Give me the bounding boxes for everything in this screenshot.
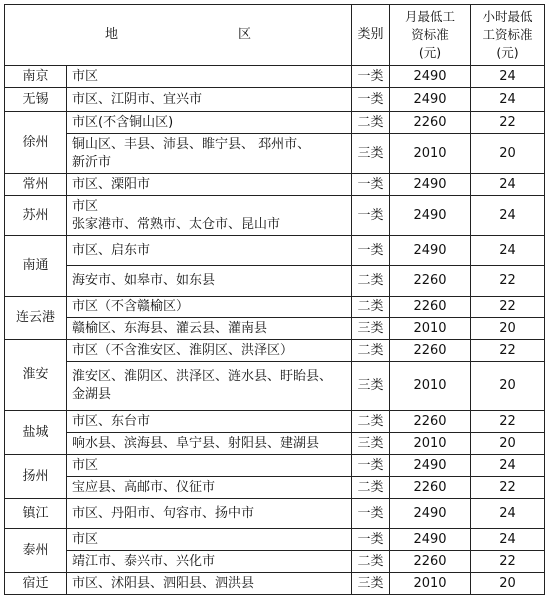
table-row <box>5 551 545 573</box>
table-row <box>5 297 545 318</box>
hourly-cell: 20 <box>471 573 545 595</box>
hourly-cell: 20 <box>471 362 545 411</box>
city-cell: 淮安 <box>5 340 67 411</box>
table-row <box>5 411 545 433</box>
category-cell: 二类 <box>352 477 390 499</box>
city-cell: 盐城 <box>5 411 67 455</box>
monthly-cell: 2010 <box>390 318 471 340</box>
category-cell: 二类 <box>352 340 390 362</box>
table-row <box>5 529 545 551</box>
hourly-cell: 20 <box>471 318 545 340</box>
hourly-cell: 24 <box>471 196 545 236</box>
monthly-cell: 2010 <box>390 362 471 411</box>
monthly-cell: 2010 <box>390 573 471 595</box>
category-cell: 二类 <box>352 266 390 297</box>
area-cell: 市区 <box>67 66 352 88</box>
monthly-cell: 2490 <box>390 88 471 112</box>
table-row <box>5 455 545 477</box>
area-cell: 铜山区、丰县、沛县、睢宁县、 邳州市、 新沂市 <box>67 134 352 174</box>
table-row <box>5 433 545 455</box>
hourly-cell: 20 <box>471 433 545 455</box>
area-cell: 市区 <box>67 529 352 551</box>
area-cell: 淮安区、淮阴区、洪泽区、涟水县、盱眙县、 金湖县 <box>67 362 352 411</box>
hourly-cell: 20 <box>471 134 545 174</box>
area-cell: 海安市、如皋市、如东县 <box>67 266 352 297</box>
area-cell: 靖江市、泰兴市、兴化市 <box>67 551 352 573</box>
city-cell: 镇江 <box>5 499 67 529</box>
category-cell: 一类 <box>352 174 390 196</box>
monthly-cell: 2260 <box>390 266 471 297</box>
city-cell: 常州 <box>5 174 67 196</box>
area-cell: 市区(不含铜山区) <box>67 112 352 134</box>
category-cell: 一类 <box>352 66 390 88</box>
monthly-cell: 2490 <box>390 455 471 477</box>
minimum-wage-table <box>4 4 545 595</box>
category-cell: 三类 <box>352 573 390 595</box>
table-row <box>5 174 545 196</box>
monthly-cell: 2260 <box>390 112 471 134</box>
table-row <box>5 134 545 174</box>
monthly-cell: 2490 <box>390 196 471 236</box>
area-cell: 市区 <box>67 455 352 477</box>
hourly-cell: 24 <box>471 236 545 266</box>
area-cell: 响水县、滨海县、阜宁县、射阳县、建湖县 <box>67 433 352 455</box>
hourly-cell: 22 <box>471 266 545 297</box>
hourly-cell: 24 <box>471 529 545 551</box>
area-cell: 市区、溧阳市 <box>67 174 352 196</box>
table-row <box>5 362 545 411</box>
category-cell: 三类 <box>352 433 390 455</box>
table-row <box>5 236 545 266</box>
hourly-cell: 24 <box>471 455 545 477</box>
category-cell: 二类 <box>352 112 390 134</box>
monthly-cell: 2490 <box>390 66 471 88</box>
area-cell: 市区（不含赣榆区） <box>67 297 352 318</box>
category-cell: 二类 <box>352 297 390 318</box>
monthly-cell: 2260 <box>390 297 471 318</box>
city-cell: 南京 <box>5 66 67 88</box>
table-row <box>5 196 545 236</box>
city-cell: 南通 <box>5 236 67 297</box>
area-cell: 市区、丹阳市、句容市、扬中市 <box>67 499 352 529</box>
category-cell: 一类 <box>352 88 390 112</box>
table-row <box>5 266 545 297</box>
hourly-cell: 22 <box>471 551 545 573</box>
monthly-cell: 2490 <box>390 529 471 551</box>
table-row <box>5 318 545 340</box>
category-cell: 三类 <box>352 362 390 411</box>
hourly-wage-header: 小时最低 工资标准 (元) <box>471 5 545 66</box>
category-cell: 一类 <box>352 455 390 477</box>
monthly-cell: 2490 <box>390 174 471 196</box>
category-cell: 一类 <box>352 196 390 236</box>
category-cell: 一类 <box>352 529 390 551</box>
category-cell: 一类 <box>352 236 390 266</box>
category-cell: 三类 <box>352 318 390 340</box>
area-cell: 市区、江阴市、宜兴市 <box>67 88 352 112</box>
city-cell: 泰州 <box>5 529 67 573</box>
monthly-cell: 2010 <box>390 433 471 455</box>
table-row <box>5 477 545 499</box>
monthly-cell: 2260 <box>390 340 471 362</box>
area-cell: 市区、启东市 <box>67 236 352 266</box>
city-cell: 徐州 <box>5 112 67 174</box>
area-cell: 市区（不含淮安区、淮阴区、洪泽区） <box>67 340 352 362</box>
monthly-cell: 2260 <box>390 411 471 433</box>
category-header: 类别 <box>352 5 390 66</box>
table-row <box>5 340 545 362</box>
monthly-cell: 2010 <box>390 134 471 174</box>
table-row <box>5 499 545 529</box>
area-cell: 市区、沭阳县、泗阳县、泗洪县 <box>67 573 352 595</box>
monthly-wage-header: 月最低工 资标准 (元) <box>390 5 471 66</box>
category-cell: 三类 <box>352 134 390 174</box>
monthly-cell: 2260 <box>390 477 471 499</box>
hourly-cell: 24 <box>471 174 545 196</box>
area-cell: 市区、东台市 <box>67 411 352 433</box>
category-cell: 二类 <box>352 551 390 573</box>
hourly-cell: 24 <box>471 499 545 529</box>
table-row <box>5 112 545 134</box>
city-cell: 扬州 <box>5 455 67 499</box>
hourly-cell: 22 <box>471 411 545 433</box>
city-cell: 连云港 <box>5 297 67 340</box>
hourly-cell: 24 <box>471 88 545 112</box>
table-row <box>5 573 545 595</box>
city-cell: 宿迁 <box>5 573 67 595</box>
hourly-cell: 22 <box>471 340 545 362</box>
hourly-cell: 22 <box>471 477 545 499</box>
hourly-cell: 22 <box>471 112 545 134</box>
monthly-cell: 2490 <box>390 499 471 529</box>
table-row <box>5 88 545 112</box>
monthly-cell: 2260 <box>390 551 471 573</box>
category-cell: 一类 <box>352 499 390 529</box>
area-cell: 宝应县、高邮市、仪征市 <box>67 477 352 499</box>
hourly-cell: 24 <box>471 66 545 88</box>
monthly-cell: 2490 <box>390 236 471 266</box>
region-header: 地 区 <box>5 5 352 66</box>
category-cell: 二类 <box>352 411 390 433</box>
header-row <box>5 5 545 66</box>
area-cell: 赣榆区、东海县、灌云县、灌南县 <box>67 318 352 340</box>
area-cell: 市区 张家港市、常熟市、太仓市、昆山市 <box>67 196 352 236</box>
city-cell: 无锡 <box>5 88 67 112</box>
hourly-cell: 22 <box>471 297 545 318</box>
city-cell: 苏州 <box>5 196 67 236</box>
table-row <box>5 66 545 88</box>
